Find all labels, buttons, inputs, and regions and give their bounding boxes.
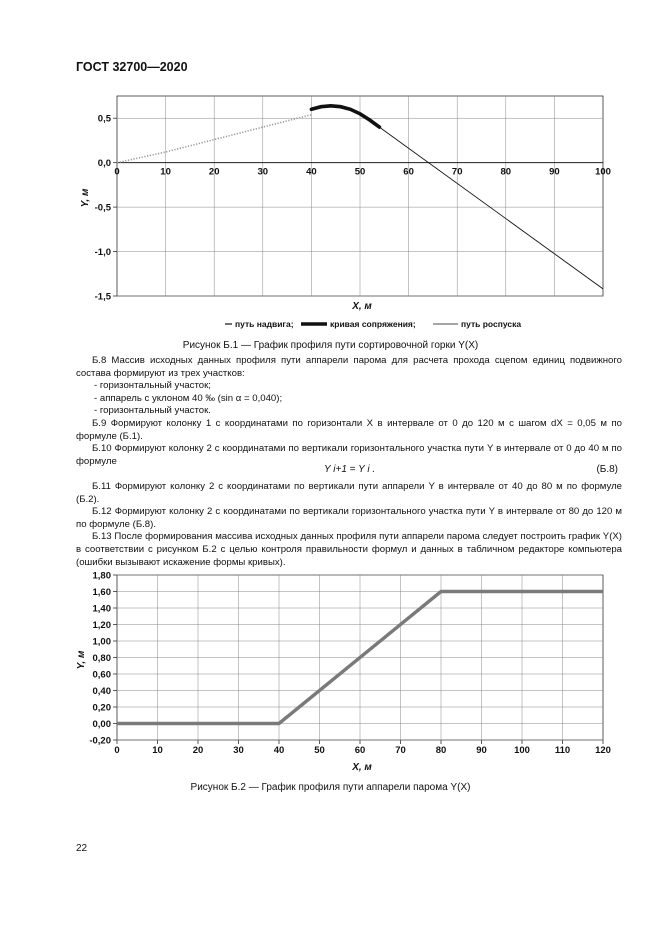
y-tick-label: 0,40 <box>92 686 111 697</box>
x-tick-label: 30 <box>257 166 269 178</box>
paragraph-b11: Б.11 Формируют колонку 2 с координатами по вертикали пути аппарели Y в интервале от 40 до 80 м по формуле (Б.2). <box>76 481 622 505</box>
document-header: ГОСТ 32700—2020 <box>76 60 188 74</box>
y-tick-label: 0,20 <box>92 702 111 714</box>
series-line <box>379 127 603 289</box>
legend-item-3: путь роспуска <box>461 319 522 329</box>
paragraph-b8: Б.8 Массив исходных данных профиля пути аппарели парома для расчета прохода сцепом единиц подвижного состава формируют из трех участков: <box>76 355 622 379</box>
formula-text: Y i+1 = Y i . <box>324 464 376 475</box>
x-tick-label: 100 <box>514 745 530 756</box>
x-tick-label: 0 <box>114 745 120 756</box>
x-tick-label: 40 <box>306 166 317 178</box>
body-text-1 <box>76 355 622 468</box>
y-tick-label: 0,60 <box>92 669 111 681</box>
x-tick-label: 90 <box>476 745 487 756</box>
x-tick-label: 100 <box>595 166 611 178</box>
y-tick-label: -0,20 <box>89 735 111 747</box>
paragraph-b12: Б.12 Формируют колонку 2 с координатами по вертикали горизонтального участка пути Y в интервале от 80 до 120 м по формуле (Б.8). <box>76 506 622 530</box>
figure-1-caption: Рисунок Б.1 — График профиля пути сортировочной горки Y(X) <box>182 340 479 351</box>
x-tick-label: 50 <box>314 745 325 756</box>
x-tick-label: 0 <box>114 166 120 178</box>
x-tick-label: 70 <box>395 745 406 756</box>
x-tick-label: 20 <box>208 166 220 178</box>
figure-1-chart <box>60 88 640 338</box>
x-tick-label: 40 <box>273 745 285 756</box>
y-tick-label: 1,80 <box>92 570 111 582</box>
list-item: - горизонтальный участок; <box>94 380 211 392</box>
legend-item-1: путь надвига; <box>235 319 294 329</box>
body-text-2 <box>76 481 622 569</box>
y-tick-label: 0,00 <box>92 719 111 730</box>
x-tick-label: 70 <box>451 166 463 178</box>
x-tick-label: 60 <box>354 745 366 756</box>
x-tick-label: 110 <box>554 745 571 756</box>
figure-2-xlabel: X, м <box>352 762 372 773</box>
x-tick-label: 20 <box>192 745 204 756</box>
y-tick-label: 0,5 <box>97 113 111 125</box>
legend-item-2: кривая сопряжения; <box>330 319 416 329</box>
figure-1-ylabel: Y, м <box>80 188 91 208</box>
figure-2-chart <box>60 570 640 775</box>
formula-number: (Б.8) <box>596 464 618 475</box>
paragraph-b10: Б.10 Формируют колонку 2 с координатами по вертикали горизонтального участка пути Y в интервале от 0 до 40 м по формуле <box>76 443 622 467</box>
figure-1-legend <box>225 319 521 329</box>
y-tick-label: -0,5 <box>94 202 111 214</box>
x-tick-label: 120 <box>595 745 611 756</box>
x-tick-label: 10 <box>152 745 163 756</box>
list-item: - аппарель с уклоном 40 ‰ (sin α = 0,040); <box>94 392 283 404</box>
paragraph-b13: Б.13 После формирования массива исходных данных профиля пути аппарели парома следует построить график Y(X) в соответствии с рисунком Б.2 с целью контроля правильности формул и данных в табличном редакторе компьютера (ошибки вызывают искажение формы кривых). <box>76 531 622 568</box>
y-tick-label: 0,80 <box>92 653 111 664</box>
x-tick-label: 80 <box>435 745 447 756</box>
x-tick-label: 50 <box>354 166 366 178</box>
y-tick-label: 1,40 <box>92 603 111 615</box>
list-item: - горизонтальный участок. <box>94 405 211 417</box>
x-tick-label: 90 <box>549 166 560 178</box>
figure-1-xlabel: X, м <box>352 301 372 312</box>
paragraph-b9: Б.9 Формируют колонку 1 с координатами по горизонтали X в интервале от 0 до 120 м с шагом dX = 0,05 м по формуле (Б.1). <box>76 417 622 442</box>
y-tick-label: -1,5 <box>94 291 111 303</box>
x-tick-label: 30 <box>233 745 244 756</box>
x-tick-label: 10 <box>160 166 171 178</box>
figure-2-caption: Рисунок Б.2 — График профиля пути аппарели парома Y(X) <box>190 782 471 793</box>
y-tick-label: 1,20 <box>92 620 111 631</box>
y-tick-label: 0,0 <box>97 158 111 170</box>
series-line <box>311 106 379 127</box>
x-tick-label: 60 <box>403 166 414 178</box>
y-tick-label: 1,00 <box>92 636 111 648</box>
x-tick-label: 80 <box>500 166 512 178</box>
y-tick-label: -1,0 <box>94 247 111 259</box>
y-tick-label: 1,60 <box>92 587 111 598</box>
figure-2-ylabel: Y, м <box>76 650 87 670</box>
page-number: 22 <box>76 843 88 854</box>
